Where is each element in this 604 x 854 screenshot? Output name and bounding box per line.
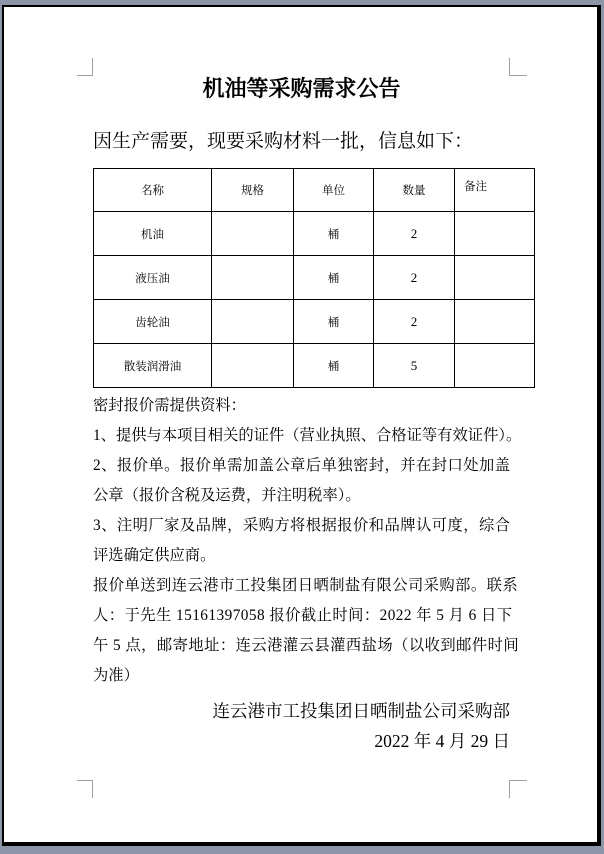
- cell-spec: [212, 344, 294, 388]
- table-header-row: [94, 169, 535, 212]
- cell-unit: 桶: [294, 256, 374, 300]
- body-text: [93, 391, 522, 691]
- header-qty: 数量: [374, 169, 455, 212]
- cell-note: [455, 300, 535, 344]
- cell-name: 机油: [94, 212, 212, 256]
- cell-name: 液压油: [94, 256, 212, 300]
- margin-mark-top-right-icon: [509, 58, 527, 76]
- document-page: [2, 5, 601, 846]
- header-spec: 规格: [212, 169, 294, 212]
- cell-unit: 桶: [294, 300, 374, 344]
- table-row: [94, 344, 535, 388]
- margin-mark-top-left-icon: [77, 58, 93, 76]
- procurement-table: [93, 168, 535, 388]
- cell-qty: 5: [374, 344, 455, 388]
- cell-note: [455, 344, 535, 388]
- body-line: 午 5 点，邮寄地址：连云港灌云县灌西盐场（以收到邮件时间: [93, 637, 520, 654]
- table-row: [94, 300, 535, 344]
- document-content: [93, 7, 522, 756]
- cell-unit: 桶: [294, 344, 374, 388]
- body-line: 3、注明厂家及品牌，采购方将根据报价和品牌认可度，综合: [93, 517, 511, 534]
- header-name: 名称: [94, 169, 212, 212]
- margin-mark-bottom-left-icon: [77, 780, 93, 798]
- cell-qty: 2: [374, 256, 455, 300]
- cell-note: [455, 212, 535, 256]
- header-unit: 单位: [294, 169, 374, 212]
- table-row: [94, 256, 535, 300]
- date-line: 2022 年 4 月 29 日: [374, 731, 510, 751]
- document-title: 机油等采购需求公告: [202, 76, 401, 101]
- cell-spec: [212, 256, 294, 300]
- cell-qty: 2: [374, 212, 455, 256]
- cell-note: [455, 256, 535, 300]
- body-line: 2、报价单。报价单需加盖公章后单独密封，并在封口处加盖: [93, 457, 511, 474]
- body-line: 公章（报价含税及运费，并注明税率）。: [93, 487, 361, 504]
- header-note: 备注: [455, 169, 535, 212]
- body-line: 人：于先生 15161397058 报价截止时间：2022 年 5 月 6 日下: [93, 607, 513, 624]
- cell-spec: [212, 212, 294, 256]
- table-row: [94, 212, 535, 256]
- body-line: 报价单送到连云港市工投集团日晒制盐有限公司采购部。联系: [93, 577, 519, 594]
- margin-mark-bottom-right-icon: [509, 780, 527, 798]
- body-line: 1、提供与本项目相关的证件（营业执照、合格证等有效证件）。: [93, 427, 522, 444]
- cell-name: 散装润滑油: [94, 344, 212, 388]
- signature-line: 连云港市工投集团日晒制盐公司采购部: [212, 701, 510, 721]
- body-line: 为准）: [93, 667, 139, 684]
- cell-unit: 桶: [294, 212, 374, 256]
- cell-name: 齿轮油: [94, 300, 212, 344]
- body-line: 密封报价需提供资料：: [93, 397, 246, 414]
- cell-qty: 2: [374, 300, 455, 344]
- intro-paragraph: 因生产需要，现要采购材料一批，信息如下：: [93, 131, 474, 152]
- body-line: 评选确定供应商。: [93, 547, 216, 564]
- cell-spec: [212, 300, 294, 344]
